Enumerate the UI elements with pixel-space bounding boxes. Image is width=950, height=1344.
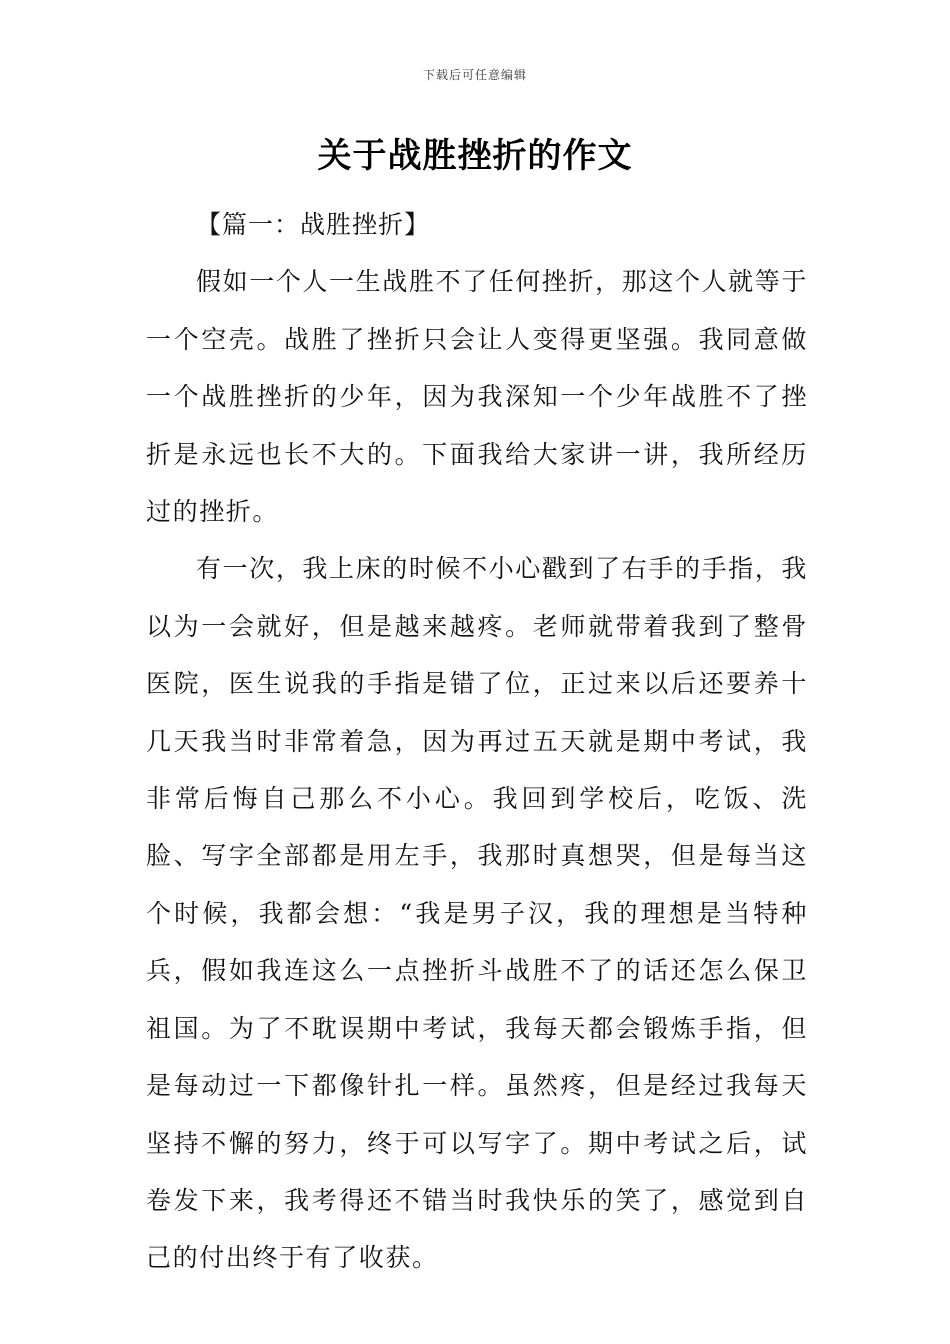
document-title: 关于战胜挫折的作文 bbox=[317, 136, 633, 176]
paragraph-1: 假如一个人一生战胜不了任何挫折，那这个人就等于一个空壳。战胜了挫折只会让人变得更坚强。我同意做一个战胜挫折的少年，因为我深知一个少年战胜不了挫折是永远也长不大的。下面我给大家讲一讲，我所经历过的挫折。 bbox=[146, 267, 808, 527]
document-body bbox=[146, 196, 808, 1287]
section-heading: 【篇一：战胜挫折】 bbox=[196, 210, 431, 239]
paragraph-2: 有一次，我上床的时候不小心戳到了右手的手指，我以为一会就好，但是越来越疼。老师就带着我到了整骨医院，医生说我的手指是错了位，正过来以后还要养十几天我当时非常着急，因为再过五天就是期中考试，我非常后悔自己那么不小心。我回到学校后，吃饭、洗脸、写字全部都是用左手，我那时真想哭，但是每当这个时候，我都会想：“我是男子汉，我的理想是当特种兵，假如我连这么一点挫折斗战胜不了的话还怎么保卫祖国。为了不耽误期中考试，我每天都会锻炼手指，但是每动过一下都像针扎一样。虽然疼，但是经过我每天坚持不懈的努力，终于可以写字了。期中考试之后，试卷发下来，我考得还不错当时我快乐的笑了，感觉到自己的付出终于有了收获。 bbox=[146, 554, 808, 1273]
header-note: 下载后可任意编辑 bbox=[422, 68, 527, 82]
